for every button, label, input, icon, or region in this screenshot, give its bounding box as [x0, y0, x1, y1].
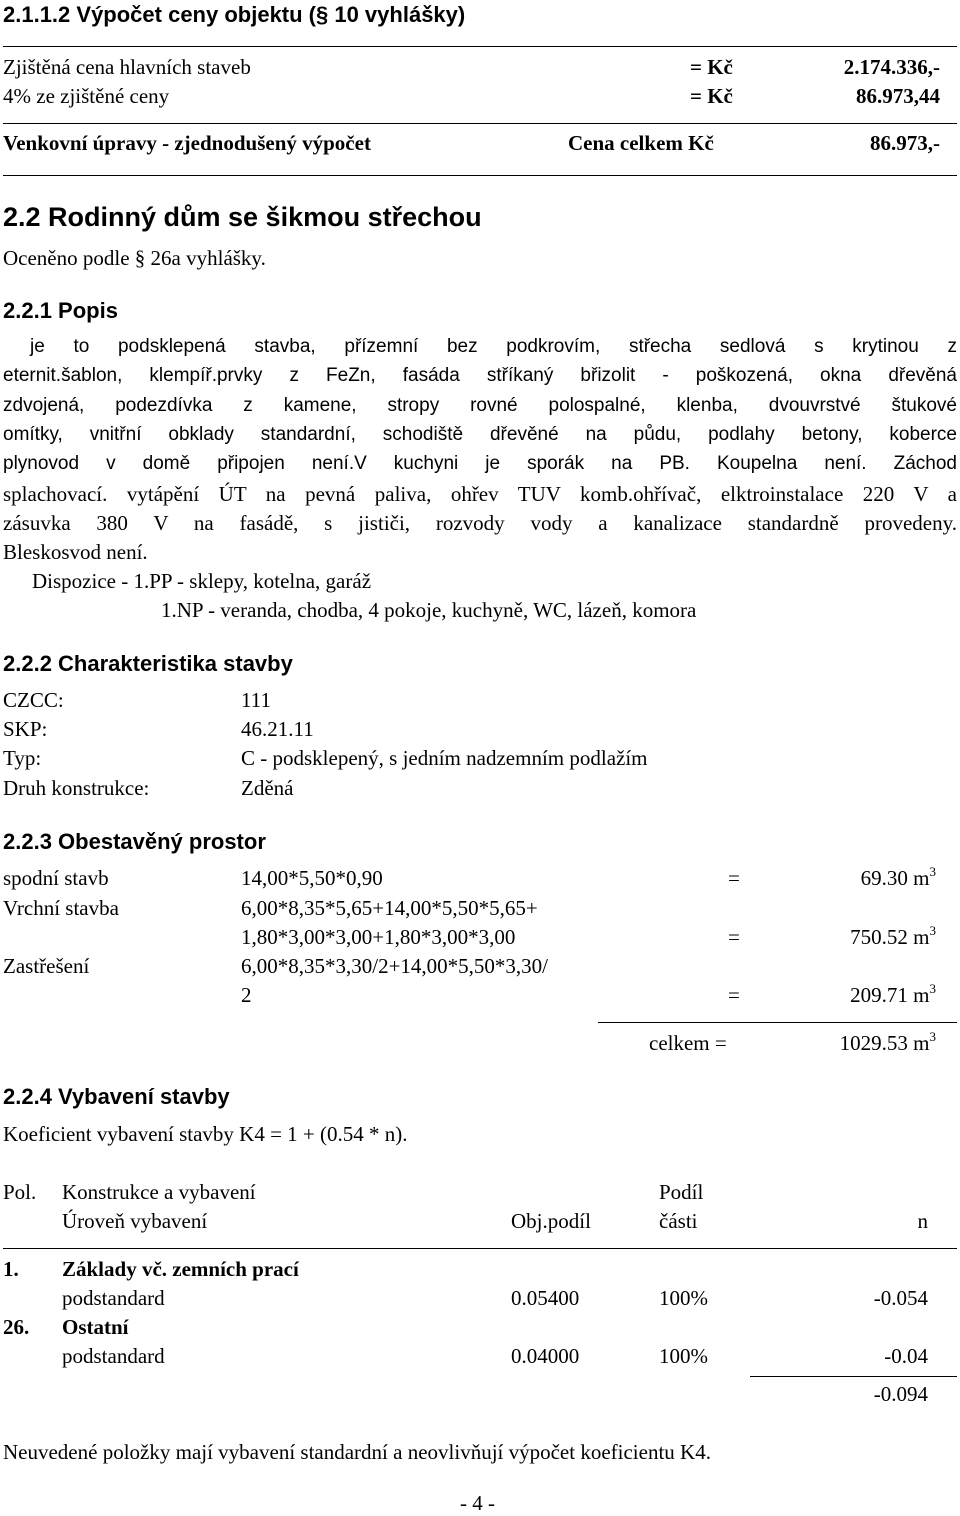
- description-line: zdvojená, podezdívka z kamene, stropy rovné polospalné, klenba, dvouvrstvé štukové: [3, 395, 957, 416]
- characteristic-value: 46.21.11: [241, 717, 314, 741]
- section-heading-2-2-3: 2.2.3 Obestavěný prostor: [3, 829, 266, 854]
- description-line: plynovod v domě připojen není.V kuchyni je sporák na PB. Koupelna není. Záchod: [3, 453, 957, 474]
- section-heading-2-2-1: 2.2.1 Popis: [3, 298, 118, 323]
- table-row-name: Základy vč. zemních prací: [62, 1257, 299, 1281]
- table-header-podil: Podíl: [659, 1180, 704, 1204]
- description-line: zásuvka 380 V na fasádě, s jističi, rozvody vody a kanalizace standardně provedeny.: [3, 511, 957, 535]
- table-row-n: -0.04: [884, 1344, 928, 1368]
- table-row-name: Ostatní: [62, 1315, 129, 1339]
- table-sum-n: -0.094: [873, 1382, 928, 1406]
- cost-row-currency: = Kč: [690, 84, 733, 108]
- table-header-pol: Pol.: [3, 1180, 37, 1204]
- characteristic-label: Typ:: [3, 746, 42, 770]
- table-header-obj: Obj.podíl: [511, 1209, 591, 1233]
- volume-total-value: 1029.53 $m^3$: [839, 1029, 936, 1055]
- description-line: je to podsklepená stavba, přízemní bez podkrovím, střecha sedlová s krytinou z: [30, 336, 957, 357]
- cost-row-currency: = Kč: [690, 55, 733, 79]
- table-header-level: Úroveň vybavení: [62, 1209, 208, 1233]
- table-row-level: podstandard: [62, 1344, 165, 1368]
- coefficient-formula: Koeficient vybavení stavby K4 = 1 + (0.54 * n).: [3, 1122, 408, 1146]
- cost-row-value: 86.973,-: [870, 131, 940, 155]
- table-row-share: 100%: [659, 1286, 708, 1310]
- volume-formula: 14,00*5,50*0,90: [241, 866, 383, 890]
- table-row-pol: 26.: [3, 1315, 30, 1339]
- characteristic-value: 111: [241, 688, 271, 712]
- volume-label: spodní stavb: [3, 866, 109, 890]
- divider: [3, 46, 957, 47]
- valuation-basis: Oceněno podle § 26a vyhlášky.: [3, 246, 266, 270]
- table-header-casti: části: [659, 1209, 698, 1233]
- divider: [598, 1022, 957, 1023]
- volume-formula: 6,00*8,35*3,30/2+14,00*5,50*3,30/: [241, 954, 549, 978]
- description-line: splachovací. vytápění ÚT na pevná paliva, ohřev TUV komb.ohřívač, elktroinstalace 220 V a: [3, 482, 957, 506]
- disposition-line: Dispozice - 1.PP - sklepy, kotelna, garáž: [32, 569, 372, 593]
- page-number: - 4 -: [460, 1491, 495, 1515]
- table-header-construction: Konstrukce a vybavení: [62, 1180, 256, 1204]
- volume-label: Vrchní stavba: [3, 896, 119, 920]
- table-row-share: 100%: [659, 1344, 708, 1368]
- section-heading-2-2-2: 2.2.2 Charakteristika stavby: [3, 651, 293, 676]
- volume-formula: 1,80*3,00*3,00+1,80*3,00*3,00: [241, 925, 516, 949]
- description-line: omítky, vnitřní obklady standardní, schodiště dřevěné na půdu, podlahy betony, koberce: [3, 424, 957, 445]
- characteristic-label: CZCC:: [3, 688, 64, 712]
- table-row-pol: 1.: [3, 1257, 19, 1281]
- description-line: eternit.šablon, klempíř.prvky z FeZn, fasáda stříkaný břizolit - poškozená, okna dřevěná: [3, 365, 957, 386]
- cost-row-value: 86.973,44: [856, 84, 940, 108]
- divider: [750, 1376, 957, 1377]
- section-heading-2-2: 2.2 Rodinný dům se šikmou střechou: [3, 202, 482, 232]
- characteristic-value: Zděná: [241, 776, 294, 800]
- volume-equals: =: [728, 866, 740, 890]
- volume-formula: 6,00*8,35*5,65+14,00*5,50*5,65+: [241, 896, 538, 920]
- footnote: Neuvedené položky mají vybavení standardní a neovlivňují výpočet koeficientu K4.: [3, 1440, 711, 1464]
- volume-value: 69.30 $m^3$: [860, 864, 936, 890]
- volume-value: 750.52 $m^3$: [850, 923, 936, 949]
- table-row-obj: 0.04000: [511, 1344, 580, 1368]
- cost-row-label: Zjištěná cena hlavních staveb: [3, 55, 251, 79]
- table-row-obj: 0.05400: [511, 1286, 580, 1310]
- volume-formula: 2: [241, 983, 252, 1007]
- table-row-level: podstandard: [62, 1286, 165, 1310]
- cost-row-value: 2.174.336,-: [843, 55, 940, 79]
- cost-row-label: 4% ze zjištěné ceny: [3, 84, 170, 108]
- divider: [3, 175, 957, 176]
- divider: [3, 123, 957, 124]
- characteristic-value: C - podsklepený, s jedním nadzemním podlažím: [241, 746, 648, 770]
- characteristic-label: Druh konstrukce:: [3, 776, 150, 800]
- cost-row-label: Venkovní úpravy - zjednodušený výpočet: [3, 131, 371, 155]
- section-heading-2-2-4: 2.2.4 Vybavení stavby: [3, 1084, 230, 1109]
- volume-total-label: celkem =: [649, 1031, 727, 1055]
- volume-value: 209.71 $m^3$: [850, 981, 936, 1007]
- table-header-n: n: [917, 1209, 928, 1233]
- section-heading-2-1-1-2: 2.1.1.2 Výpočet ceny objektu (§ 10 vyhlášky): [3, 2, 466, 27]
- volume-label: Zastřešení: [3, 954, 90, 978]
- description-line: Bleskosvod není.: [3, 540, 148, 564]
- cost-row-currency: Cena celkem Kč: [568, 131, 714, 155]
- divider: [3, 1248, 957, 1249]
- volume-equals: =: [728, 983, 740, 1007]
- table-row-n: -0.054: [873, 1286, 928, 1310]
- disposition-line: 1.NP - veranda, chodba, 4 pokoje, kuchyně, WC, lázeň, komora: [161, 598, 697, 622]
- characteristic-label: SKP:: [3, 717, 48, 741]
- volume-equals: =: [728, 925, 740, 949]
